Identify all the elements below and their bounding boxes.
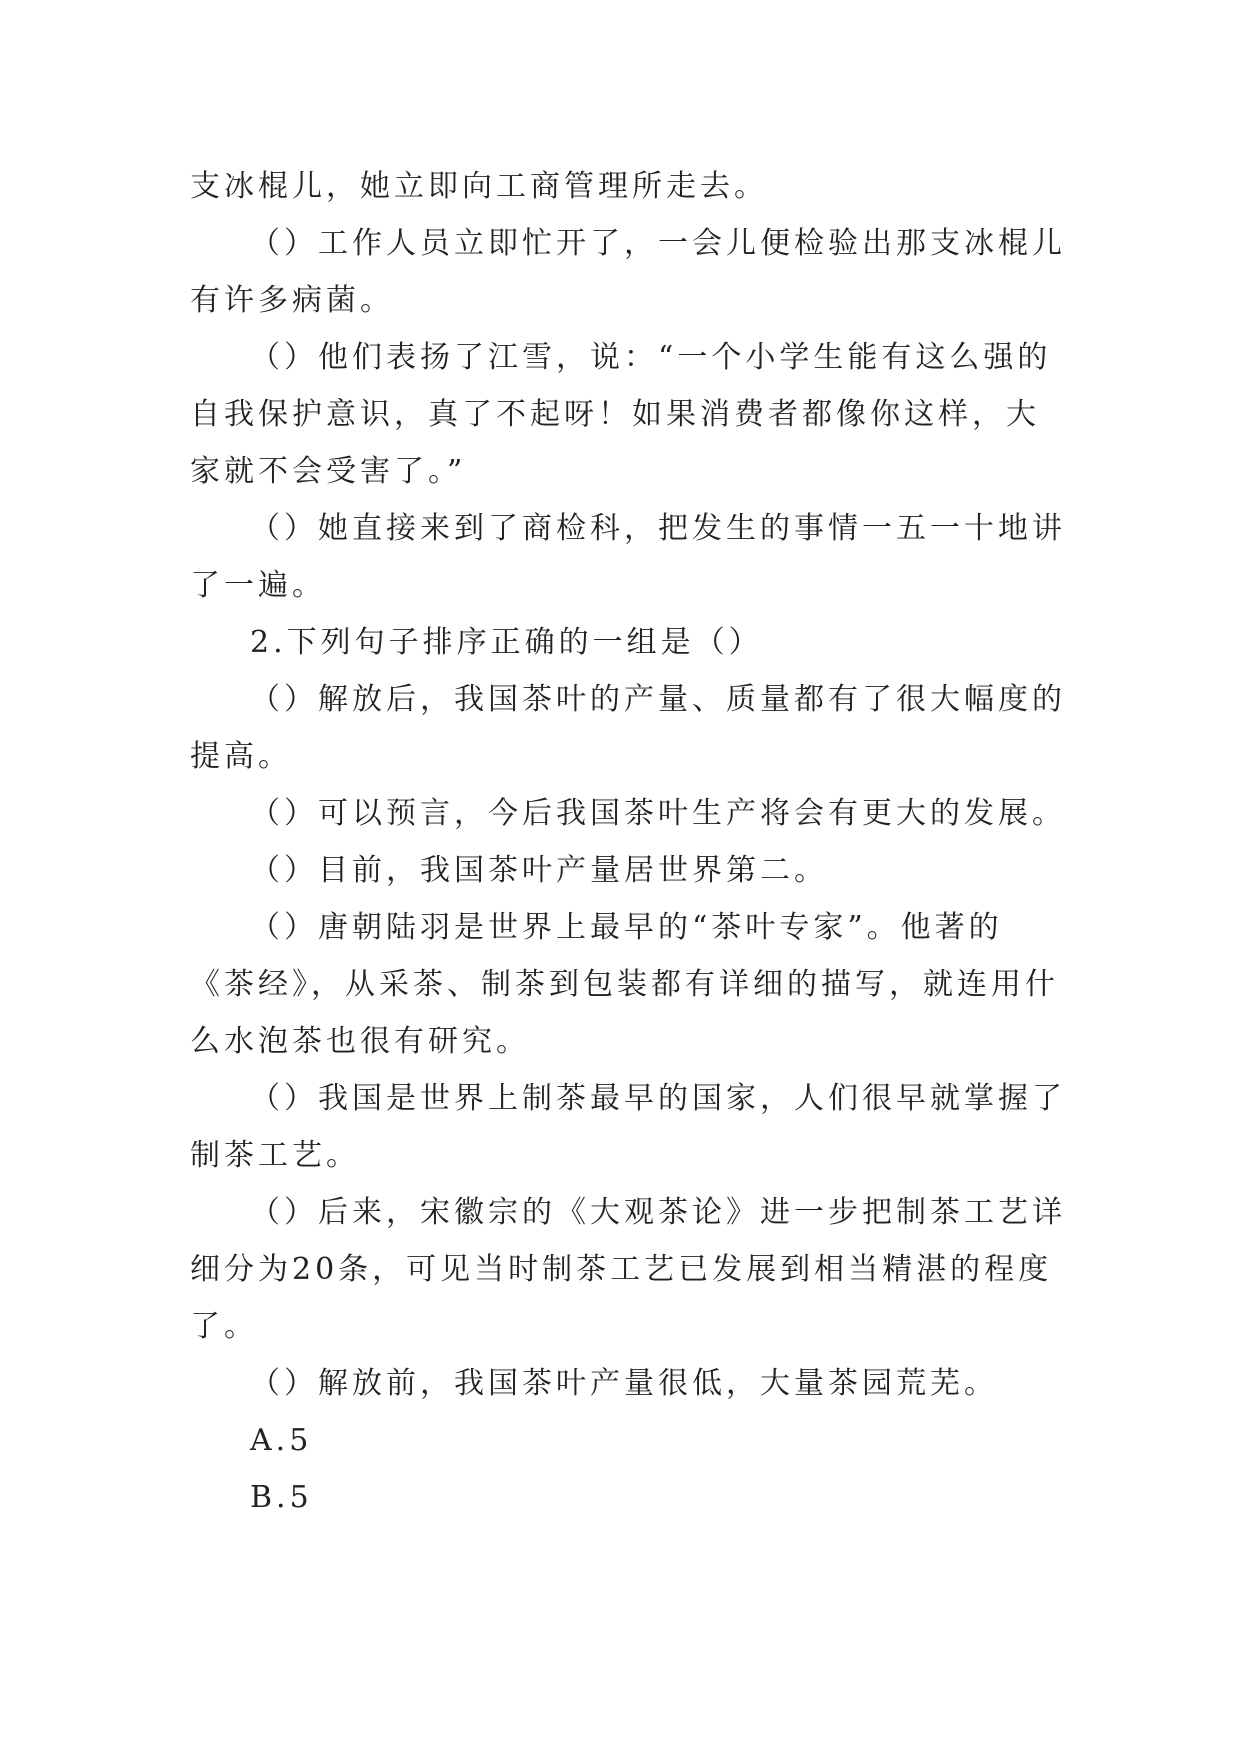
- sentence-5: （）我国是世界上制茶最早的国家，人们很早就掌握了制茶工艺。: [190, 1081, 1066, 1173]
- sentence-7: （）解放前，我国茶叶产量很低，大量茶园荒芜。: [250, 1366, 998, 1401]
- paragraph-2: （）工作人员立即忙开了，一会儿便检验出那支冰棍儿有许多病菌。: [190, 226, 1066, 318]
- sentence-6: （）后来，宋徽宗的《大观茶论》进一步把制茶工艺详细分为20条，可见当时制茶工艺已发展到相当精湛的程度了。: [190, 1195, 1066, 1344]
- option-b: B.5: [250, 1480, 313, 1515]
- paragraph-1: 支冰棍儿，她立即向工商管理所走去。: [190, 169, 768, 204]
- paragraph-4: （）她直接来到了商检科，把发生的事情一五一十地讲了一遍。: [190, 511, 1066, 603]
- question-2: 2.下列句子排序正确的一组是（）: [250, 625, 763, 660]
- sentence-3: （）目前，我国茶叶产量居世界第二。: [250, 853, 828, 888]
- sentence-1: （）解放后，我国茶叶的产量、质量都有了很大幅度的提高。: [190, 682, 1066, 774]
- option-a: A.5: [250, 1423, 313, 1458]
- document-body: [190, 158, 1070, 1526]
- sentence-2: （）可以预言，今后我国茶叶生产将会有更大的发展。: [250, 796, 1066, 831]
- sentence-4: （）唐朝陆羽是世界上最早的“茶叶专家”。他著的《茶经》，从采茶、制茶到包装都有详细的描写，就连用什么水泡茶也很有研究。: [190, 910, 1059, 1059]
- paragraph-3: （）他们表扬了江雪，说：“一个小学生能有这么强的自我保护意识，真了不起呀！如果消费者都像你这样，大家就不会受害了。”: [190, 340, 1052, 489]
